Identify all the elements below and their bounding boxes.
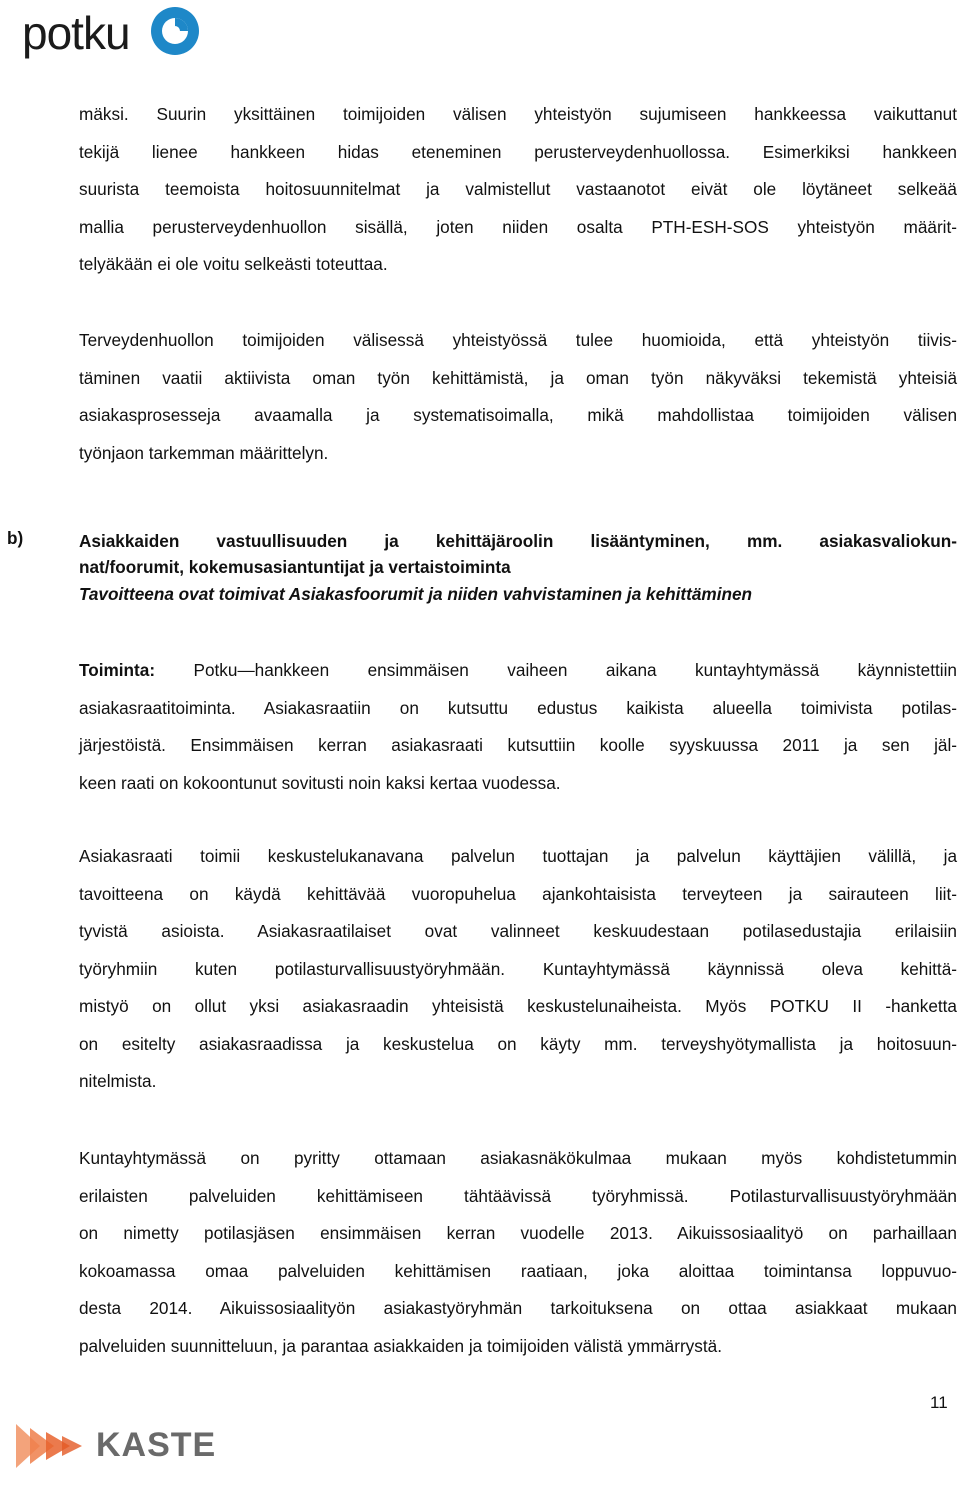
paragraph-4 — [79, 1140, 957, 1365]
text-line: Terveydenhuollon toimijoiden välisessä yhteistyössä tulee huomioida, että yhteistyön tiivis- — [79, 330, 957, 350]
toiminta-paragraph — [79, 652, 957, 802]
text-line: Asiakasraati toimii keskustelukanavana palvelun tuottajan ja palvelun käyttäjien välillä, ja — [79, 846, 957, 866]
text-line: on nimetty potilasjäsen ensimmäisen kerran vuodelle 2013. Aikuissosiaalityö on parhaillaan — [79, 1223, 957, 1243]
text-line: tyvistä asioista. Asiakasraatilaiset ovat valinneet keskuudestaan potilasedustajia erilaisiin — [79, 921, 957, 941]
toiminta-first-line: Potku—hankkeen ensimmäisen vaiheen aikana kuntayhtymässä käynnistettiin — [155, 660, 957, 680]
kaste-logo — [10, 1418, 220, 1474]
text-line: erilaisten palveluiden kehittämiseen tähtäävissä työryhmissä. Potilasturvallisuustyöryhmään — [79, 1185, 957, 1206]
text-line: nitelmista. — [79, 1071, 157, 1091]
text-line: tavoitteena on käydä kehittävää vuoropuhelua ajankohtaisista terveyteen ja sairauteen liit- — [79, 883, 957, 904]
paragraph-3 — [79, 838, 957, 1101]
potku-logo — [22, 2, 192, 64]
text-line: kokoamassa omaa palveluiden kehittämisen raatiaan, joka aloittaa toimintansa loppuvuo- — [79, 1260, 957, 1281]
text-line: asiakasprosesseja avaamalla ja systematisoimalla, mikä mahdollistaa toimijoiden välisen — [79, 405, 957, 425]
toiminta-label: Toiminta: — [79, 660, 156, 680]
section-goal: Tavoitteena ovat toimivat Asiakasfoorumit ja niiden vahvistaminen ja kehittäminen — [79, 584, 753, 604]
text-line: mallia perusterveydenhuollon sisällä, joten niiden osalta PTH-ESH-SOS yhteistyön määrit- — [79, 216, 957, 237]
text-line: asiakasraatitoiminta. Asiakasraatiin on kutsuttu edustus kaikista alueella toimivista potilas- — [79, 697, 957, 718]
text-line: työnjaon tarkemman määrittelyn. — [79, 442, 329, 463]
text-line: mistyö on ollut yksi asiakasraadin yhteisistä keskustelunaiheista. Myös POTKU II -hanketta — [79, 996, 957, 1016]
text-line: mäksi. Suurin yksittäinen toimijoiden välisen yhteistyön sujumiseen hankkeessa vaikuttanut — [79, 104, 957, 124]
text-line: työryhmiin kuten potilasturvallisuustyöryhmään. Kuntayhtymässä käynnissä oleva kehittä- — [79, 958, 957, 979]
kaste-logo-mark — [10, 1418, 90, 1474]
kaste-logo-text: KASTE — [96, 1426, 217, 1464]
text-line: desta 2014. Aikuissosiaalityön asiakastyöryhmän tarkoituksena on ottaa asiakkaat mukaan — [79, 1298, 957, 1318]
text-line: Kuntayhtymässä on pyritty ottamaan asiakasnäkökulmaa mukaan myös kohdistetummin — [79, 1148, 957, 1168]
section-b-heading — [7, 528, 957, 608]
text-line — [79, 652, 957, 690]
potku-logo-text: potku — [22, 7, 130, 59]
potku-logo-circle — [150, 6, 200, 56]
paragraph-1 — [79, 96, 957, 284]
section-title-line: nat/foorumit, kokemusasiantuntijat ja vertaistoiminta — [79, 557, 511, 577]
text-line: tekijä lienee hankkeen hidas eteneminen perusterveydenhuollossa. Esimerkiksi hankkeen — [79, 141, 957, 162]
section-label: b) — [7, 528, 24, 548]
text-line: palveluiden suunnitteluun, ja parantaa asiakkaiden ja toimijoiden välistä ymmärrystä. — [79, 1335, 722, 1356]
section-title-line: Asiakkaiden vastuullisuuden ja kehittäjäroolin lisääntyminen, mm. asiakasvaliokun- — [79, 531, 957, 551]
page-number: 11 — [930, 1393, 948, 1412]
text-line: järjestöistä. Ensimmäisen kerran asiakasraati kutsuttiin koolle syyskuussa 2011 ja sen jäl- — [79, 735, 957, 755]
text-line: suurista teemoista hoitosuunnitelmat ja valmistellut vastaanotot eivät ole löytäneet selkeää — [79, 179, 957, 199]
text-line: telyäkään ei ole voitu selkeästi toteuttaa. — [79, 254, 388, 274]
paragraph-2 — [79, 322, 957, 472]
text-line: täminen vaatii aktiivista oman työn kehittämistä, ja oman työn näkyväksi tekemistä yhteisiä — [79, 367, 957, 388]
text-line: keen raati on kokoontunut sovitusti noin kaksi kertaa vuodessa. — [79, 772, 561, 793]
text-line: on esitelty asiakasraadissa ja keskustelua on käyty mm. terveyshyötymallista ja hoitosuun- — [79, 1033, 957, 1054]
